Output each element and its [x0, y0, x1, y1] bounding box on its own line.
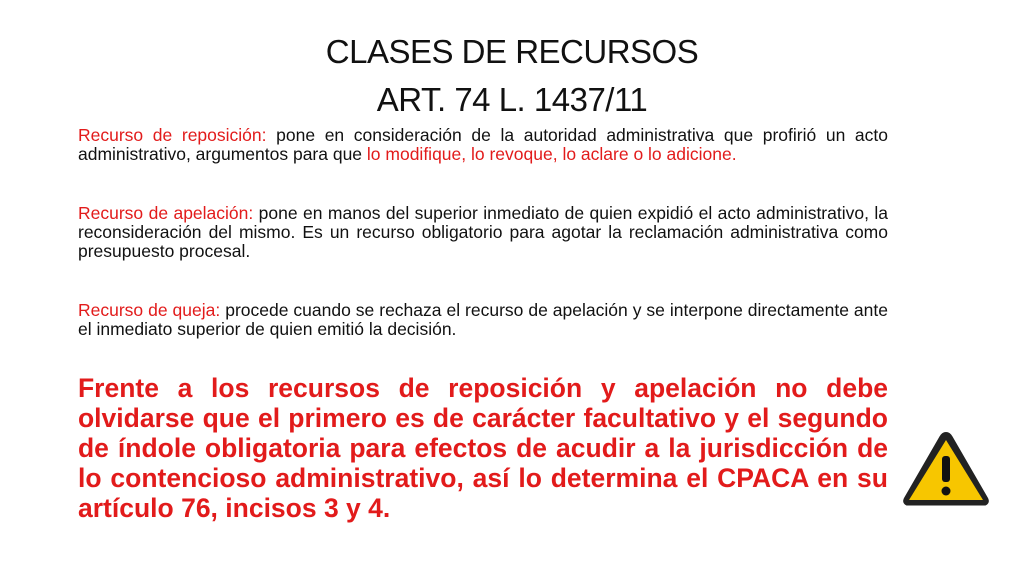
- term-reposicion: Recurso de reposición:: [78, 125, 267, 145]
- highlight-reposicion: lo modifique, lo revoque, lo aclare o lo adicione.: [366, 144, 737, 164]
- paragraph-reposicion: [78, 126, 888, 164]
- warning-exclamation-dot: [942, 487, 951, 496]
- paragraph-queja: [78, 301, 888, 339]
- warning-exclamation-bar: [942, 456, 950, 482]
- slide-body: [78, 126, 888, 523]
- text-reposicion: pone en consideración de la autoridad administrativa que profirió un acto administrativo, argumentos para que: [78, 125, 889, 164]
- warning-icon: [900, 428, 992, 510]
- term-apelacion: Recurso de apelación:: [78, 203, 254, 223]
- paragraph-apelacion: [78, 204, 888, 261]
- term-queja: Recurso de queja:: [78, 300, 221, 320]
- slide-title: [0, 28, 1024, 124]
- title-line-1: CLASES DE RECURSOS: [325, 33, 699, 70]
- text-queja: procede cuando se rechaza el recurso de apelación y se interpone directamente ante el inmediato superior de quien emitió la decisión.: [78, 300, 888, 339]
- text-apelacion: pone en manos del superior inmediato de quien expidió el acto administrativo, la reconsideración del mismo. Es un recurso obligatorio para agotar la reclamación administrativa como presupuesto procesal.: [78, 203, 888, 261]
- emphasis-paragraph: Frente a los recursos de reposición y apelación no debe olvidarse que el primero es de carácter facultativo y el segundo de índole obligatoria para efectos de acudir a la jurisdicción de lo contencioso administrativo, así lo determina el CPACA en su artículo 76, incisos 3 y 4.: [78, 373, 888, 523]
- title-line-2: ART. 74 L. 1437/11: [376, 81, 648, 118]
